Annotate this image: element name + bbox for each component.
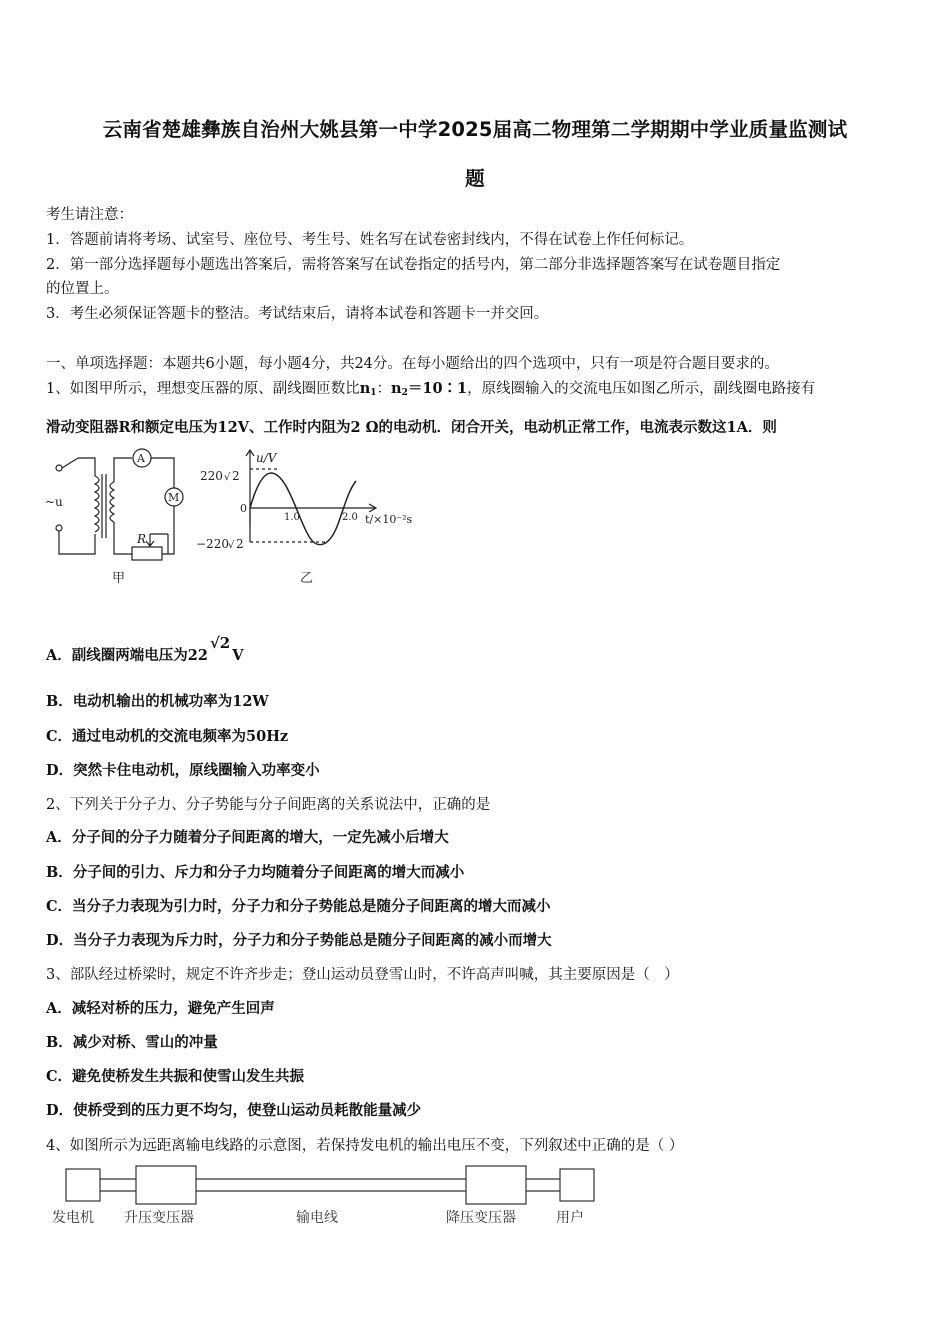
q1-ratio: ＝10∶1 (407, 380, 468, 397)
q1-n2: $n_2$ (391, 380, 408, 398)
resistor (132, 547, 162, 560)
figure-label-yi: 乙 (300, 571, 314, 586)
q2-option-d: D．当分子力表现为斥力时，分子力和分子势能总是随分子间距离的减小而增大 (46, 932, 552, 949)
user-box (560, 1169, 594, 1201)
q1-figure (40, 446, 440, 591)
page-title-continued: 题 (465, 167, 485, 190)
q4-stem: 4、如图所示为远距离输电线路的示意图，若保持发电机的输出电压不变，下列叙述中正确的是（ ） (46, 1138, 684, 1154)
y-min-sqrt: √ (228, 540, 235, 551)
q2-option-b: B．分子间的引力、斥力和分子力均随着分子间距离的增大而减小 (46, 864, 465, 881)
source-label: ~u (45, 495, 63, 509)
notice-item: 2．第一部分选择题每小题选出答案后，需将答案写在试卷指定的括号内，第二部分非选择题答案写在试卷题目指定 (46, 257, 781, 273)
motor-label: M (168, 491, 180, 504)
label-step-down: 降压变压器 (446, 1210, 516, 1226)
q2-option-c: C．当分子力表现为引力时，分子力和分子势能总是随分子间距离的增大而减小 (46, 898, 551, 915)
q2-option-a: A．分子间的分子力随着分子间距离的增大，一定先减小后增大 (46, 829, 449, 846)
terminal-dot (56, 465, 62, 471)
y-min-sqrt2: 2 (236, 537, 244, 551)
q1-n1: $n_1$ (359, 380, 377, 398)
q1-colon: ： (376, 381, 392, 397)
y-max-sqrt2: 2 (232, 469, 240, 483)
q3-stem: 3、部队经过桥梁时，规定不许齐步走；登山运动员登雪山时，不许高声叫喊，其主要原因是（ ） (46, 967, 679, 983)
step-down-transformer-box (466, 1166, 526, 1204)
option-a-unit: V (232, 647, 244, 664)
option-a-text: A．副线圈两端电压为22 (46, 647, 208, 664)
q1-stem-line1 (46, 377, 815, 398)
step-up-transformer-box (136, 1166, 196, 1204)
notice-item: 的位置上。 (46, 281, 119, 297)
x-tick-1: 1.0 (284, 512, 300, 523)
q1-option-a (46, 634, 244, 665)
q1-stem-text: 1、如图甲所示，理想变压器的原、副线圈匝数比 (46, 381, 360, 397)
q3-option-c: C．避免使桥发生共振和使雪山发生共振 (46, 1068, 305, 1085)
notice-heading: 考生请注意： (46, 207, 133, 223)
q3-option-b: B．减少对桥、雪山的冲量 (46, 1034, 218, 1051)
x-tick-2: 2.0 (342, 512, 358, 523)
label-step-up: 升压变压器 (124, 1210, 194, 1226)
y-max-sqrt: √ (224, 472, 231, 483)
origin-label: 0 (240, 502, 247, 515)
label-line: 输电线 (296, 1210, 338, 1226)
section-heading: 一、单项选择题：本题共6小题，每小题4分，共24分。在每小题给出的四个选项中，只有一项是符合题目要求的。 (46, 356, 779, 372)
page-title: 云南省楚雄彝族自治州大姚县第一中学2025届高二物理第二学期期中学业质量监测试 (102, 118, 848, 141)
q1-stem-line2: 滑动变阻器R和额定电压为12V、工作时内阻为2 Ω的电动机．闭合开关，电动机正常工作，电流表示数这1A．则 (46, 419, 777, 436)
q2-stem: 2、下列关于分子力、分子势能与分子间距离的关系说法中，正确的是 (46, 797, 491, 813)
resistor-label: R (137, 532, 147, 546)
q1-option-b: B．电动机输出的机械功率为12W (46, 693, 269, 710)
q1-option-d: D．突然卡住电动机，原线圈输入功率变小 (46, 762, 320, 779)
sine-curve (250, 473, 356, 545)
secondary-coil (110, 482, 114, 522)
q1-option-c: C．通过电动机的交流电频率为50Hz (46, 728, 289, 745)
q3-option-a: A．减轻对桥的压力，避免产生回声 (46, 1000, 275, 1017)
x-axis-label: t/×10⁻²s (365, 513, 413, 526)
y-axis-label: u/V (256, 451, 277, 465)
option-a-sqrt: √2 (209, 634, 231, 652)
q3-option-d: D．使桥受到的压力更不均匀，使登山运动员耗散能量减少 (46, 1102, 422, 1119)
switch (62, 458, 78, 468)
terminal-dot (56, 525, 62, 531)
q4-figure (48, 1162, 608, 1230)
primary-coil (95, 476, 99, 532)
y-max-label: 220 (200, 469, 223, 483)
notice-item: 3．考生必须保证答题卡的整洁。考试结束后，请将本试卷和答题卡一并交回。 (46, 306, 549, 322)
label-user: 用户 (556, 1210, 584, 1226)
y-min-label: −220 (196, 537, 229, 551)
label-generator: 发电机 (52, 1210, 94, 1226)
generator-box (66, 1169, 100, 1201)
figure-label-jia: 甲 (112, 571, 126, 586)
notice-item: 1．答题前请将考场、试室号、座位号、考生号、姓名写在试卷密封线内，不得在试卷上作任何标记。 (46, 232, 694, 248)
q1-stem-text-b: ，原线圈输入的交流电压如图乙所示，副线圈电路接有 (467, 381, 816, 397)
ammeter-label: A (137, 452, 145, 465)
